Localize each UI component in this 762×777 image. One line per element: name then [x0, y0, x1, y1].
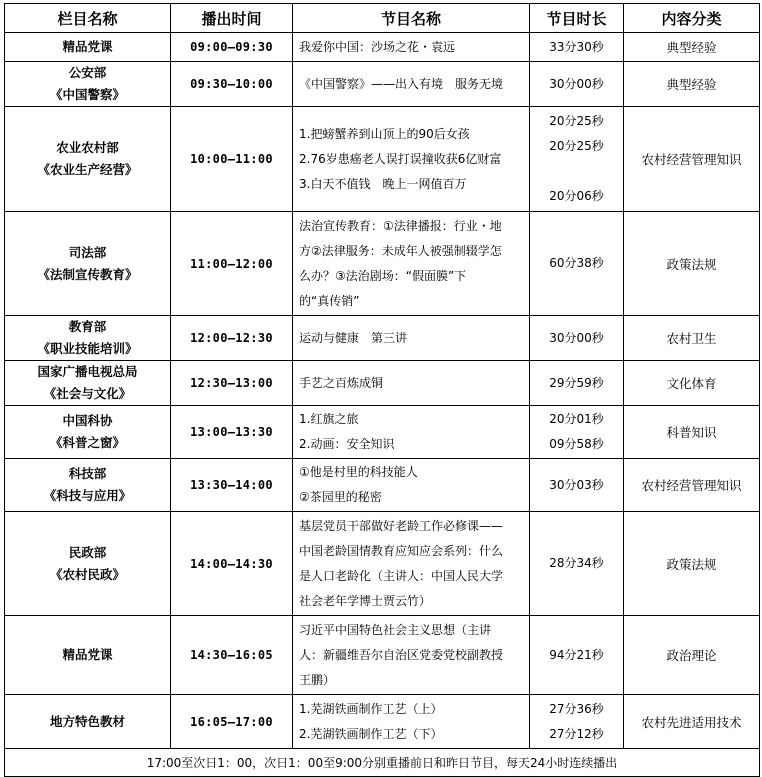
- column-name-line: 中国科协: [62, 413, 113, 428]
- duration-cell: [530, 512, 624, 616]
- schedule-row: [5, 361, 760, 406]
- air-time-cell: 14:00—14:30: [171, 512, 293, 616]
- category-cell: 农村先进适用技术: [624, 695, 760, 749]
- column-name-line: 《科普之窗》: [49, 435, 125, 450]
- duration-line: 94分21秒: [549, 647, 604, 662]
- column-name-line: 国家广播电视总局: [37, 364, 138, 379]
- program-line: 社会老年学博士贾云竹）: [299, 593, 432, 608]
- duration-line: 30分03秒: [549, 477, 604, 492]
- column-name-cell: [5, 616, 171, 695]
- duration-cell: [530, 459, 624, 512]
- program-name-cell: [293, 695, 530, 749]
- program-name-cell: [293, 212, 530, 316]
- duration-cell: [530, 316, 624, 361]
- column-name-line: 《社会与文化》: [43, 386, 132, 401]
- program-line: 2.芜湖铁画制作工艺（下）: [299, 726, 443, 741]
- duration-cell: [530, 695, 624, 749]
- duration-line: 27分12秒: [549, 726, 604, 741]
- duration-cell: [530, 212, 624, 316]
- column-name-line: 《职业技能培训》: [37, 341, 138, 356]
- column-name-cell: [5, 33, 171, 62]
- program-line: 1.芜湖铁画制作工艺（上）: [299, 701, 443, 716]
- program-line: 1.把螃蟹养到山顶上的90后女孩: [299, 126, 470, 141]
- header-air-time: 播出时间: [171, 4, 293, 33]
- schedule-row: [5, 316, 760, 361]
- duration-line: 33分30秒: [549, 39, 604, 54]
- program-line: 是人口老龄化（主讲人：中国人民大学: [299, 568, 504, 583]
- program-line: 王鹏）: [299, 672, 336, 687]
- column-name-line: 精品党课: [62, 647, 113, 662]
- duration-line: 28分34秒: [549, 556, 604, 570]
- duration-line: 30分00秒: [549, 330, 604, 345]
- category-cell: 农村经营管理知识: [624, 459, 760, 512]
- air-time-cell: 12:30—13:00: [171, 361, 293, 406]
- category-cell: 农村卫生: [624, 316, 760, 361]
- program-line: 《中国警察》——出入有境 服务无境: [299, 76, 504, 91]
- column-name-line: 《法制宣传教育》: [37, 266, 138, 282]
- program-line: 法治宣传教育：①法律播报：行业・地: [299, 218, 502, 233]
- category-cell: 文化体育: [624, 361, 760, 406]
- air-time-cell: 09:30—10:00: [171, 62, 293, 107]
- program-line: 我爱你中国：沙场之花・袁远: [299, 39, 456, 54]
- air-time-cell: 12:00—12:30: [171, 316, 293, 361]
- program-line: 么办？③法治剧场：“假面膜”下: [299, 268, 467, 283]
- column-name-line: 民政部: [68, 544, 107, 560]
- column-name-line: 《农村民政》: [49, 566, 125, 582]
- header-column-name: 栏目名称: [5, 4, 171, 33]
- program-line: 3.白天不值钱 晚上一网值百万: [299, 176, 467, 191]
- category-cell: 政策法规: [624, 212, 760, 316]
- column-name-line: 农业农村部: [56, 140, 119, 155]
- program-schedule-table: [4, 3, 760, 777]
- column-name-cell: [5, 316, 171, 361]
- duration-line: 20分25秒: [549, 139, 604, 153]
- category-cell: 政治理论: [624, 616, 760, 695]
- duration-line: 30分00秒: [549, 76, 604, 91]
- air-time-cell: 14:30—16:05: [171, 616, 293, 695]
- duration-line: 20分01秒: [549, 412, 604, 426]
- column-name-line: 《农业生产经营》: [37, 162, 138, 177]
- program-line: 2.76岁患癌老人误打误撞收获6亿财富: [299, 151, 502, 166]
- column-name-cell: [5, 212, 171, 316]
- category-cell: 科普知识: [624, 406, 760, 459]
- program-line: 基层党员干部做好老龄工作必修课——: [299, 518, 504, 533]
- category-cell: 政策法规: [624, 512, 760, 616]
- schedule-row: [5, 212, 760, 316]
- duration-cell: [530, 361, 624, 406]
- duration-line: 27分36秒: [549, 701, 604, 716]
- column-name-line: 《科技与应用》: [43, 488, 132, 503]
- program-line: 手艺之百炼成铜: [299, 375, 384, 390]
- schedule-row: [5, 107, 760, 212]
- air-time-cell: 10:00—11:00: [171, 107, 293, 212]
- column-name-cell: [5, 406, 171, 459]
- header-program-name: 节目名称: [293, 4, 530, 33]
- duration-cell: [530, 616, 624, 695]
- duration-line: 20分25秒: [549, 114, 604, 128]
- column-name-cell: [5, 62, 171, 107]
- rebroadcast-note: 17:00至次日1：00，次日1：00至9:00分别重播前日和昨日节目，每天24小时连续播出: [5, 749, 760, 777]
- schedule-row: [5, 695, 760, 749]
- header-duration: 节目时长: [530, 4, 624, 33]
- program-name-cell: [293, 512, 530, 616]
- air-time-cell: 16:05—17:00: [171, 695, 293, 749]
- category-cell: 农村经营管理知识: [624, 107, 760, 212]
- program-name-cell: [293, 406, 530, 459]
- column-name-line: 地方特色教材: [49, 713, 125, 729]
- air-time-cell: 13:30—14:00: [171, 459, 293, 512]
- column-name-line: 科技部: [68, 466, 107, 481]
- air-time-cell: 11:00—12:00: [171, 212, 293, 316]
- column-name-cell: [5, 695, 171, 749]
- program-line: 方②法律服务：未成年人被强制辍学怎: [299, 243, 502, 258]
- program-line: ①他是村里的科技能人: [299, 465, 418, 479]
- program-name-cell: [293, 62, 530, 107]
- program-line: 1.红旗之旅: [299, 412, 359, 426]
- schedule-row: [5, 62, 760, 107]
- duration-line: 29分59秒: [549, 375, 604, 390]
- program-line: 习近平中国特色社会主义思想（主讲: [299, 622, 492, 637]
- schedule-row: [5, 512, 760, 616]
- column-name-line: 教育部: [68, 319, 107, 334]
- column-name-cell: [5, 512, 171, 616]
- duration-cell: [530, 33, 624, 62]
- footer-row: [5, 749, 760, 777]
- program-name-cell: [293, 33, 530, 62]
- program-line: 中国老龄国情教育应知应会系列：什么: [299, 543, 504, 558]
- air-time-cell: 13:00—13:30: [171, 406, 293, 459]
- program-name-cell: [293, 316, 530, 361]
- program-line: 的“真传销”: [299, 293, 360, 308]
- schedule-row: [5, 616, 760, 695]
- header-category: 内容分类: [624, 4, 760, 33]
- category-cell: 典型经验: [624, 33, 760, 62]
- program-name-cell: [293, 459, 530, 512]
- header-row: [5, 4, 760, 33]
- schedule-row: [5, 459, 760, 512]
- column-name-cell: [5, 459, 171, 512]
- schedule-body: [5, 33, 760, 749]
- air-time-cell: 09:00—09:30: [171, 33, 293, 62]
- program-name-cell: [293, 361, 530, 406]
- duration-line: 60分38秒: [549, 256, 604, 270]
- column-name-cell: [5, 107, 171, 212]
- program-name-cell: [293, 107, 530, 212]
- program-line: 运动与健康 第三讲: [299, 330, 408, 345]
- duration-line: 20分06秒: [549, 189, 604, 203]
- column-name-cell: [5, 361, 171, 406]
- duration-cell: [530, 107, 624, 212]
- column-name-line: 精品党课: [62, 39, 113, 54]
- column-name-line: 公安部: [68, 65, 107, 80]
- duration-cell: [530, 62, 624, 107]
- column-name-line: 司法部: [68, 244, 107, 260]
- schedule-row: [5, 406, 760, 459]
- column-name-line: 《中国警察》: [49, 87, 125, 102]
- category-cell: 典型经验: [624, 62, 760, 107]
- program-line: 人：新疆维吾尔自治区党委党校副教授: [299, 647, 504, 662]
- duration-cell: [530, 406, 624, 459]
- schedule-row: [5, 33, 760, 62]
- program-line: ②茶园里的秘密: [299, 490, 382, 504]
- program-line: 2.动画：安全知识: [299, 437, 395, 451]
- program-name-cell: [293, 616, 530, 695]
- duration-line: 09分58秒: [549, 437, 604, 451]
